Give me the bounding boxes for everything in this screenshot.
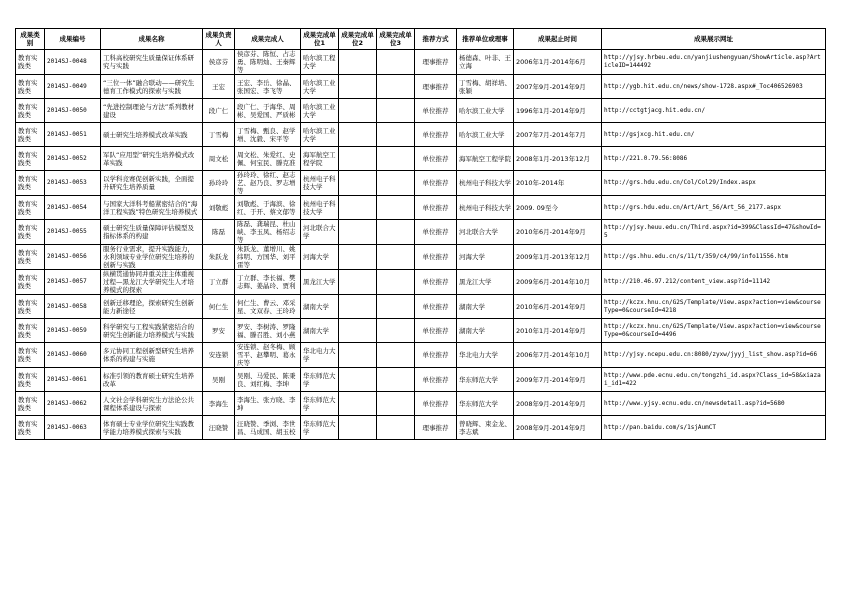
table-row [16,319,826,343]
id-cell: 2014SJ-0052 [45,147,101,171]
id-cell: 2014SJ-0061 [45,368,101,392]
url-cell [602,196,826,220]
url-cell [602,270,826,295]
members-cell: 刘敬彪、于海滨、徐红、于开、蔡文郁等 [235,196,301,220]
unit2-cell [339,75,377,99]
table-row [16,147,826,171]
leader-cell: 刘敬彪 [203,196,235,220]
table-row [16,196,826,220]
unit1-cell: 湖南大学 [301,319,339,343]
unit1-cell: 海军航空工程学院 [301,147,339,171]
id-cell: 2014SJ-0062 [45,392,101,416]
members-cell: 段广仁、于海华、周彬、吴爱国、严质彬 [235,99,301,123]
showcase-link[interactable]: http://pan.baidu.com/s/1sjAumCT [604,423,716,431]
title-cell: “三位一体”融合联动——研究生德育工作模式的探索与实践 [101,75,203,99]
id-cell: 2014SJ-0048 [45,50,101,75]
showcase-link[interactable]: http://ygb.hit.edu.cn/news/show-1728.aspx#_Toc406526903 [604,82,803,90]
title-cell: 多元协同工程创新型研究生培养体系的构建与实施 [101,343,203,368]
table-body [16,50,826,440]
unit1-cell: 河北联合大学 [301,220,339,245]
unit2-cell [339,147,377,171]
leader-cell: 何仁生 [203,295,235,319]
id-cell: 2014SJ-0053 [45,171,101,196]
url-cell [602,75,826,99]
title-cell: 标准引领的教育硕士研究生培养改革 [101,368,203,392]
recommender-cell: 湖南大学 [457,319,514,343]
url-cell [602,416,826,440]
id-cell: 2014SJ-0056 [45,245,101,270]
title-cell: 纵横贯通协同并重关注主体重视过程—黑龙江大学研究生人才培养模式的探索 [101,270,203,295]
unit3-cell [377,416,415,440]
unit1-cell: 湖南大学 [301,295,339,319]
recommender-cell: 曾晓辉、束金龙、李志斌 [457,416,514,440]
unit2-cell [339,220,377,245]
title-cell: 创新迁移理论，探索研究生创新能力新途径 [101,295,203,319]
leader-cell: 汪晓赞 [203,416,235,440]
category-cell: 教育实践类 [16,319,45,343]
column-header: 成果起止时间 [514,29,602,50]
recommender-cell: 华东师范大学 [457,368,514,392]
category-cell: 教育实践类 [16,270,45,295]
table-row [16,220,826,245]
method-cell: 单位推荐 [415,392,457,416]
period-cell: 2010年6月-2014年9月 [514,220,602,245]
table-row [16,50,826,75]
members-cell: 罗安、李树涛、罗隆福、滕召胜、刘小燕 [235,319,301,343]
unit1-cell: 哈尔滨工业大学 [301,99,339,123]
leader-cell: 王宏 [203,75,235,99]
column-header: 推荐方式 [415,29,457,50]
method-cell: 单位推荐 [415,319,457,343]
showcase-link[interactable]: http://gsjxcg.hit.edu.cn/ [604,130,695,138]
leader-cell: 李海生 [203,392,235,416]
leader-cell: 丁雪梅 [203,123,235,147]
members-cell: 周文松、朱爱红、史佩、何宝民、滕克准 [235,147,301,171]
title-cell: 与国家大洋科考船紧密结合的“海洋工程实践”特色研究生培养模式 [101,196,203,220]
members-cell: 陈磊、龚瑞昆、杜山峡、李玉凤、杨绍志等 [235,220,301,245]
period-cell: 2008年9月-2014年9月 [514,416,602,440]
unit2-cell [339,295,377,319]
leader-cell: 侯彦芬 [203,50,235,75]
recommender-cell: 杭州电子科技大学 [457,171,514,196]
unit3-cell [377,220,415,245]
id-cell: 2014SJ-0054 [45,196,101,220]
unit2-cell [339,245,377,270]
showcase-link[interactable]: http://grs.hdu.edu.cn/Col/Col29/Index.aspx [604,179,756,186]
showcase-link[interactable]: http://www.pde.ecnu.edu.cn/tongzhi_id.aspx?Class_id=58&xiazai_id1=422 [604,371,821,387]
method-cell: 单位推荐 [415,147,457,171]
unit2-cell [339,368,377,392]
members-cell: 王宏、李岳、徐晶、张国宏、李飞等 [235,75,301,99]
column-header: 推荐单位或理事 [457,29,514,50]
leader-cell: 吴刚 [203,368,235,392]
unit3-cell [377,196,415,220]
unit3-cell [377,368,415,392]
members-cell: 吴刚、马爱民、陈秉良、刘红梅、李坤 [235,368,301,392]
category-cell: 教育实践类 [16,196,45,220]
leader-cell: 陈磊 [203,220,235,245]
period-cell: 1996年1月-2014年9月 [514,99,602,123]
unit3-cell [377,99,415,123]
category-cell: 教育实践类 [16,343,45,368]
url-cell [602,171,826,196]
unit1-cell: 黑龙江大学 [301,270,339,295]
url-cell [602,295,826,319]
recommender-cell: 河北联合大学 [457,220,514,245]
method-cell: 单位推荐 [415,368,457,392]
column-header: 成果名称 [101,29,203,50]
period-cell: 2009年6月-2014年10月 [514,270,602,295]
period-cell: 2009年1月-2013年12月 [514,245,602,270]
title-cell: 人文社会学科研究生方法论公共课程体系建设与探索 [101,392,203,416]
members-cell: 安连锁、赵冬梅、顾雪平、赵攀明、葛永庆等 [235,343,301,368]
unit3-cell [377,392,415,416]
unit3-cell [377,171,415,196]
recommender-cell: 杭州电子科技大学 [457,196,514,220]
table-row [16,392,826,416]
recommender-cell: 哈尔滨工业大学 [457,123,514,147]
unit1-cell: 河海大学 [301,245,339,270]
category-cell: 教育实践类 [16,147,45,171]
unit2-cell [339,50,377,75]
period-cell: 2009. 09至今 [514,196,602,220]
period-cell: 2006年1月-2014年6月 [514,50,602,75]
recommender-cell: 湖南大学 [457,295,514,319]
showcase-link[interactable]: http://yjsy.heuu.edu.cn/Third.aspx?id=399&ClassId=47&showId=5 [604,224,821,239]
members-cell: 侯彦芬、陈恒、占志勇、陈明灿、王秦辉等 [235,50,301,75]
url-cell [602,368,826,392]
title-cell: 服务行业需求，提升实践能力，水利领域专业学位研究生培养的创新与实践 [101,245,203,270]
title-cell: 军队“应用型”研究生培养模式改革实践 [101,147,203,171]
url-cell [602,99,826,123]
recommender-cell: 河海大学 [457,245,514,270]
table-row [16,295,826,319]
members-cell: 李海生、张方晓、李坤 [235,392,301,416]
leader-cell: 朱跃龙 [203,245,235,270]
title-cell: 硕士研究生培养模式改革实践 [101,123,203,147]
unit3-cell [377,295,415,319]
recommender-cell: 海军航空工程学院 [457,147,514,171]
column-header: 成果完成人 [235,29,301,50]
unit3-cell [377,123,415,147]
unit1-cell: 华北电力大学 [301,343,339,368]
showcase-link[interactable]: http://cctgtjacg.hit.edu.cn/ [604,106,706,114]
period-cell: 2010年6月-2014年9月 [514,295,602,319]
leader-cell: 孙玲玲 [203,171,235,196]
unit1-cell: 哈尔滨工程大学 [301,50,339,75]
id-cell: 2014SJ-0059 [45,319,101,343]
url-cell [602,392,826,416]
category-cell: 教育实践类 [16,171,45,196]
showcase-link[interactable]: http://yjsy.hrbeu.edu.cn/yanjiushengyuan/ShowArticle.asp?ArticleID=144492 [604,54,821,69]
unit1-cell: 杭州电子科技大学 [301,171,339,196]
id-cell: 2014SJ-0049 [45,75,101,99]
showcase-link[interactable]: http://221.0.79.56:8086 [604,154,688,162]
table-row [16,270,826,295]
category-cell: 教育实践类 [16,99,45,123]
title-cell: 体育硕士专业学位研究生实践教学能力培养模式探索与实践 [101,416,203,440]
title-cell: 硕士研究生质量保障评估模型及指标体系的构建 [101,220,203,245]
unit1-cell: 杭州电子科技大学 [301,196,339,220]
url-cell [602,50,826,75]
period-cell: 2006年7月-2014年10月 [514,343,602,368]
table-row [16,75,826,99]
column-header: 成果编号 [45,29,101,50]
members-cell: 孙玲玲、徐红、赵志艺、赵乃良、罗志增等 [235,171,301,196]
unit2-cell [339,123,377,147]
url-cell [602,343,826,368]
method-cell: 单位推荐 [415,220,457,245]
id-cell: 2014SJ-0058 [45,295,101,319]
method-cell: 单位推荐 [415,171,457,196]
category-cell: 教育实践类 [16,75,45,99]
period-cell: 2007年9月-2014年9月 [514,75,602,99]
title-cell: 科学研究与工程实践紧密结合的研究生创新能力培养模式与实践 [101,319,203,343]
method-cell: 单位推荐 [415,123,457,147]
url-cell [602,123,826,147]
category-cell: 教育实践类 [16,416,45,440]
unit3-cell [377,75,415,99]
unit2-cell [339,319,377,343]
id-cell: 2014SJ-0057 [45,270,101,295]
showcase-link[interactable]: http://gs.hhu.edu.cn/s/11/t/359/c4/99/info11556.htm [604,253,789,260]
column-header: 成果负责人 [203,29,235,50]
unit3-cell [377,270,415,295]
showcase-link[interactable]: http://grs.hdu.edu.cn/Art/Art_56/Art_56_2177.aspx [604,203,782,211]
members-cell: 何仁生、曹云、邓采星、文双春、王玲玲 [235,295,301,319]
period-cell: 2010年-2014年 [514,171,602,196]
method-cell: 单位推荐 [415,343,457,368]
period-cell: 2008年9月-2014年9月 [514,392,602,416]
unit3-cell [377,319,415,343]
column-header: 成果展示网址 [602,29,826,50]
showcase-link[interactable]: http://yjsy.ncepu.edu.cn:8080/zyxw/jyyj_list_show.asp?id=66 [604,351,818,358]
method-cell: 理事推荐 [415,75,457,99]
table-row [16,343,826,368]
table-row [16,416,826,440]
category-cell: 教育实践类 [16,123,45,147]
leader-cell: 罗安 [203,319,235,343]
recommender-cell: 杨德森、叶非、王立海 [457,50,514,75]
unit1-cell: 华东师范大学 [301,392,339,416]
unit2-cell [339,196,377,220]
period-cell: 2010年1月-2014年9月 [514,319,602,343]
method-cell: 单位推荐 [415,245,457,270]
showcase-link[interactable]: http://kczx.hnu.cn/G2S/Template/View.aspx?action=view&courseType=0&courseId=4218 [604,298,821,314]
category-cell: 教育实践类 [16,295,45,319]
url-cell [602,220,826,245]
members-cell: 丁雪梅、甄良、赵学增、沈毅、宋平等 [235,123,301,147]
leader-cell: 周文松 [203,147,235,171]
unit2-cell [339,416,377,440]
category-cell: 教育实践类 [16,220,45,245]
header-row [16,29,826,50]
recommender-cell: 华东师范大学 [457,392,514,416]
unit1-cell: 哈尔滨工业大学 [301,123,339,147]
leader-cell: 段广仁 [203,99,235,123]
column-header: 成果完成单位2 [339,29,377,50]
url-cell [602,245,826,270]
members-cell: 朱跃龙、董增川、姚纬明、方国华、刘平雷等 [235,245,301,270]
unit2-cell [339,343,377,368]
showcase-link[interactable]: http://kczx.hnu.cn/G2S/Template/View.aspx?action=view&courseType=0&courseId=4496 [604,322,821,338]
table-row [16,245,826,270]
id-cell: 2014SJ-0050 [45,99,101,123]
unit3-cell [377,50,415,75]
showcase-link[interactable]: http://210.46.97.212/content_view.asp?id=11142 [604,278,771,285]
title-cell: “先进控制理论与方法”系列教材建设 [101,99,203,123]
url-cell [602,147,826,171]
period-cell: 2007年7月-2014年7月 [514,123,602,147]
table-row [16,171,826,196]
id-cell: 2014SJ-0055 [45,220,101,245]
column-header: 成果完成单位3 [377,29,415,50]
column-header: 成果类别 [16,29,45,50]
title-cell: 以学科竞赛促创新实践，全面提升研究生培养质量 [101,171,203,196]
table-row [16,99,826,123]
unit3-cell [377,245,415,270]
recommender-cell: 华北电力大学 [457,343,514,368]
title-cell: 工科高校研究生质量保证体系研究与实践 [101,50,203,75]
unit3-cell [377,147,415,171]
category-cell: 教育实践类 [16,50,45,75]
recommender-cell: 黑龙江大学 [457,270,514,295]
unit3-cell [377,343,415,368]
category-cell: 教育实践类 [16,368,45,392]
method-cell: 理事推荐 [415,50,457,75]
table-row [16,368,826,392]
members-cell: 汪晓赞、季浏、李世昌、马成国、胡玉校 [235,416,301,440]
id-cell: 2014SJ-0060 [45,343,101,368]
method-cell: 单位推荐 [415,99,457,123]
id-cell: 2014SJ-0063 [45,416,101,440]
unit1-cell: 哈尔滨工业大学 [301,75,339,99]
category-cell: 教育实践类 [16,392,45,416]
leader-cell: 安连锁 [203,343,235,368]
unit2-cell [339,392,377,416]
table-row [16,123,826,147]
unit2-cell [339,171,377,196]
url-cell [602,319,826,343]
showcase-link[interactable]: http://www.yjsy.ecnu.edu.cn/newsdetail.asp?id=5680 [604,399,785,407]
column-header: 成果完成单位1 [301,29,339,50]
category-cell: 教育实践类 [16,245,45,270]
method-cell: 单位推荐 [415,196,457,220]
recommender-cell: 丁雪梅、胡祥培、张颖 [457,75,514,99]
period-cell: 2008年1月-2013年12月 [514,147,602,171]
method-cell: 单位推荐 [415,295,457,319]
unit1-cell: 华东师范大学 [301,368,339,392]
period-cell: 2009年7月-2014年9月 [514,368,602,392]
unit2-cell [339,270,377,295]
members-cell: 丁立群、李长福、樊志辉、姜晶玲、贾利 [235,270,301,295]
leader-cell: 丁立群 [203,270,235,295]
method-cell: 理事推荐 [415,416,457,440]
unit1-cell: 华东师范大学 [301,416,339,440]
method-cell: 单位推荐 [415,270,457,295]
unit2-cell [339,99,377,123]
achievements-table [15,28,826,440]
recommender-cell: 哈尔滨工业大学 [457,99,514,123]
id-cell: 2014SJ-0051 [45,123,101,147]
